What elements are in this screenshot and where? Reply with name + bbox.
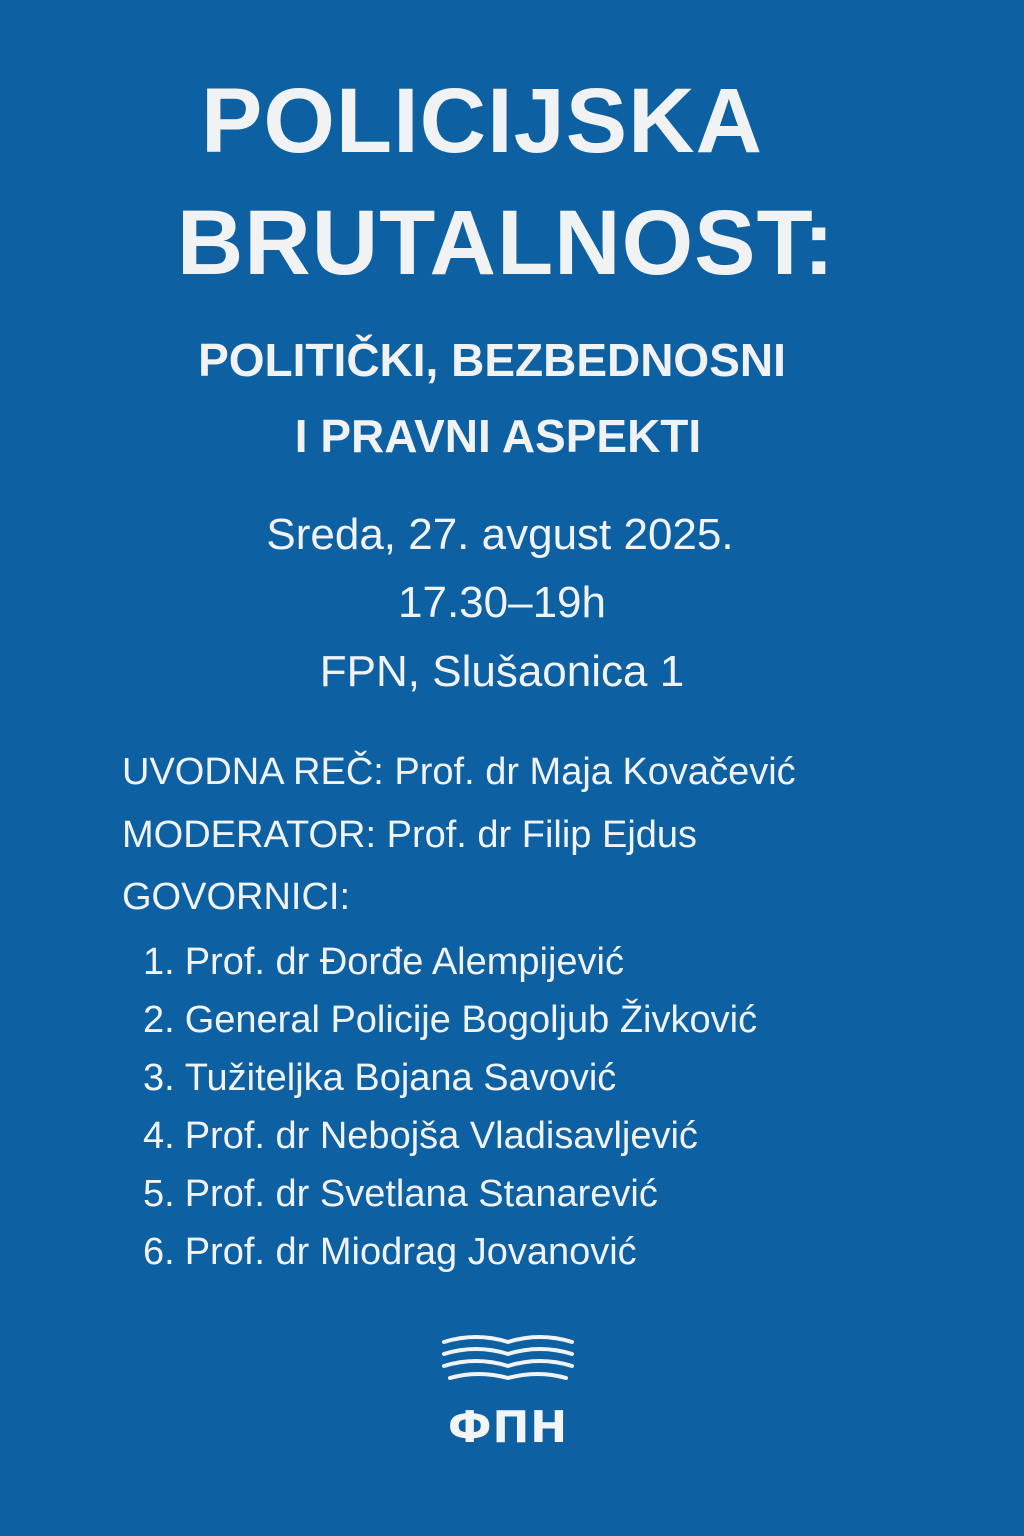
speaker-item [143,1049,757,1107]
opening-remarks: UVODNA REČ: Prof. dr Maja Kovačević [122,751,796,793]
speaker-number: 5. [143,1173,175,1215]
speaker-item [143,933,757,991]
speakers-heading: GOVORNICI: [122,876,351,918]
speaker-item [143,991,757,1049]
title-line-1: POLICIJSKA [200,70,764,172]
event-date: Sreda, 27. avgust 2025. [266,510,734,559]
speaker-item [143,1223,757,1281]
speaker-item [143,1165,757,1223]
speaker-number: 2. [143,999,175,1041]
speaker-number: 6. [143,1231,175,1273]
logo-text: ФПН [447,1402,569,1453]
speaker-item [143,1107,757,1165]
fpn-logo [440,1330,576,1460]
book-waves-icon [440,1330,576,1390]
speaker-number: 1. [143,941,175,983]
speaker-number: 4. [143,1115,175,1157]
speaker-name: Prof. dr Miodrag Jovanović [184,1231,637,1273]
subtitle-line-1: POLITIČKI, BEZBEDNOSNI [198,334,786,386]
speakers-list [143,933,757,1281]
speaker-name: Prof. dr Svetlana Stanarević [184,1173,658,1215]
speaker-name: General Policije Bogoljub Živković [184,999,758,1041]
speaker-name: Prof. dr Đorđe Alempijević [184,941,624,983]
speaker-number: 3. [143,1057,175,1099]
speaker-name: Tužiteljka Bojana Savović [184,1057,617,1099]
event-time: 17.30–19h [398,578,606,627]
speaker-name: Prof. dr Nebojša Vladisavljević [184,1115,698,1157]
moderator: MODERATOR: Prof. dr Filip Ejdus [122,814,698,856]
title-line-2: BRUTALNOST: [176,192,836,294]
subtitle-line-2: I PRAVNI ASPEKTI [294,410,702,462]
event-place: FPN, Slušaonica 1 [319,647,685,696]
